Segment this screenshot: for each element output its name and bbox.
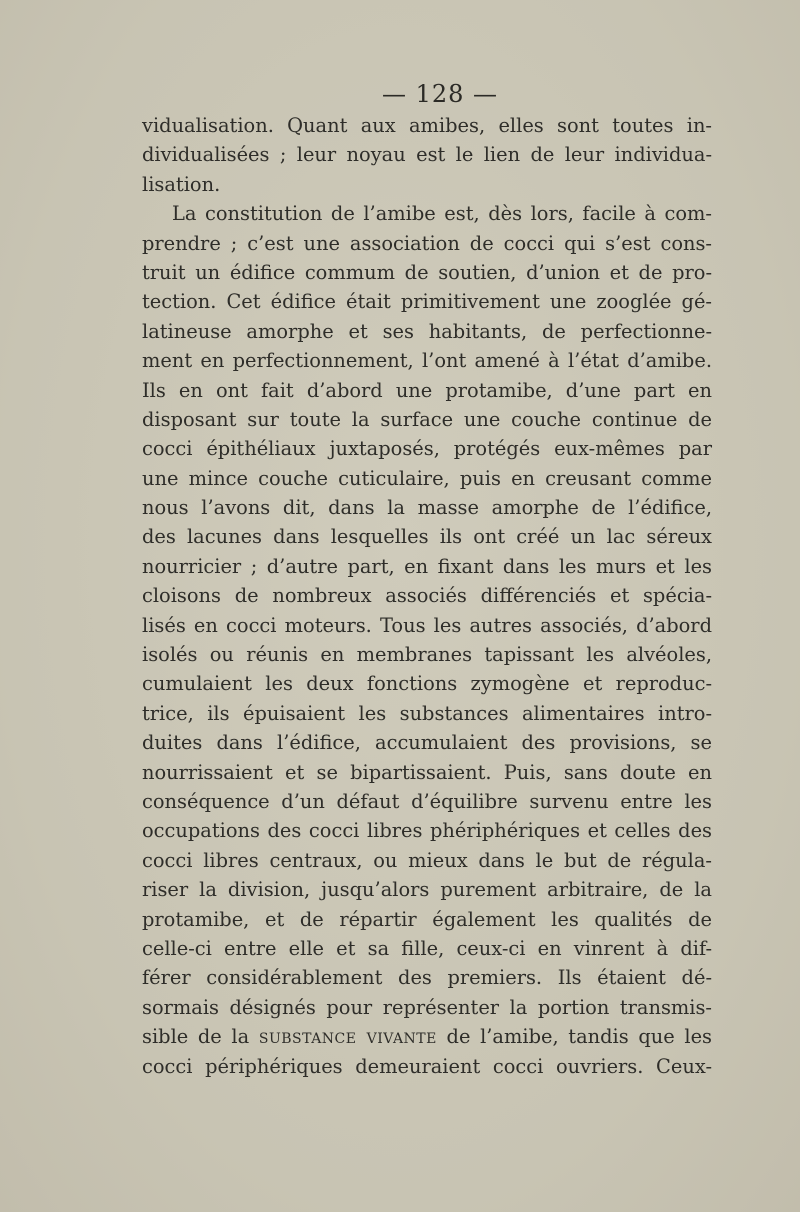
text-line: protamibe, et de répartir également les qualités de: [142, 907, 712, 931]
text-line: férer considérablement des premiers. Ils étaient dé-: [142, 966, 712, 990]
text-line: cocci libres centraux, ou mieux dans le but de régula-: [142, 848, 712, 872]
text-line: cocci épithéliaux juxtaposés, protégés eux-mêmes par: [142, 437, 712, 461]
text-line: ment en perfectionnement, l’ont amené à l’état d’amibe.: [142, 349, 712, 373]
text-line: une mince couche cuticulaire, puis en creusant comme: [142, 466, 712, 490]
text-line: cloisons de nombreux associés différenciés et spécia-: [142, 584, 712, 608]
text-line: riser la division, jusqu’alors purement arbitraire, de la: [142, 878, 712, 902]
text-line: des lacunes dans lesquelles ils ont créé un lac séreux: [142, 525, 712, 549]
text-line: disposant sur toute la surface une couche continue de: [142, 407, 712, 431]
body-text: [142, 111, 712, 1081]
text-line: nourricier ; d’autre part, en fixant dans les murs et les: [142, 554, 712, 578]
text-line: trice, ils épuisaient les substances alimentaires intro-: [142, 701, 712, 725]
text-line: latineuse amorphe et ses habitants, de perfectionne-: [142, 319, 712, 343]
text-line: tection. Cet édifice était primitivement une zooglée gé-: [142, 290, 712, 314]
text-line: Ils en ont fait d’abord une protamibe, d’une part en: [142, 378, 712, 402]
text-line: lisation.: [142, 172, 221, 196]
text-fragment: de l’amibe, tandis que les: [446, 1025, 712, 1049]
page-number: — 128 —: [381, 80, 499, 108]
text-line: lisés en cocci moteurs. Tous les autres associés, d’abord: [142, 613, 712, 637]
text-line: duites dans l’édifice, accumulaient des provisions, se: [142, 731, 712, 755]
text-line: cumulaient les deux fonctions zymogène et reproduc-: [142, 672, 712, 696]
text-line: isolés ou réunis en membranes tapissant les alvéoles,: [142, 643, 712, 667]
text-line: celle-ci entre elle et sa fille, ceux-ci en vinrent à dif-: [142, 936, 712, 960]
text-line-with-smallcaps: [142, 1022, 712, 1051]
text-line: sormais désignés pour représenter la portion transmis-: [142, 995, 712, 1019]
text-line: truit un édifice commum de soutien, d’union et de pro-: [142, 260, 712, 284]
text-line: occupations des cocci libres phériphériques et celles des: [142, 819, 712, 843]
smallcaps-term: substance vivante: [258, 1025, 437, 1049]
text-line: vidualisation. Quant aux amibes, elles sont toutes in-: [142, 114, 712, 137]
text-line: cocci périphériques demeuraient cocci ouvriers. Ceux-: [142, 1054, 712, 1078]
text-line: conséquence d’un défaut d’équilibre survenu entre les: [142, 789, 712, 813]
text-line: nous l’avons dit, dans la masse amorphe de l’édifice,: [142, 496, 712, 520]
text-line: nourrissaient et se bipartissaient. Puis, sans doute en: [142, 760, 712, 784]
text-line: prendre ; c’est une association de cocci qui s’est cons-: [142, 231, 712, 255]
text-line: dividualisées ; leur noyau est le lien de leur individua-: [142, 143, 712, 167]
text-line: La constitution de l’amibe est, dès lors, facile à com-: [172, 202, 712, 226]
text-fragment: sible de la: [142, 1025, 250, 1049]
